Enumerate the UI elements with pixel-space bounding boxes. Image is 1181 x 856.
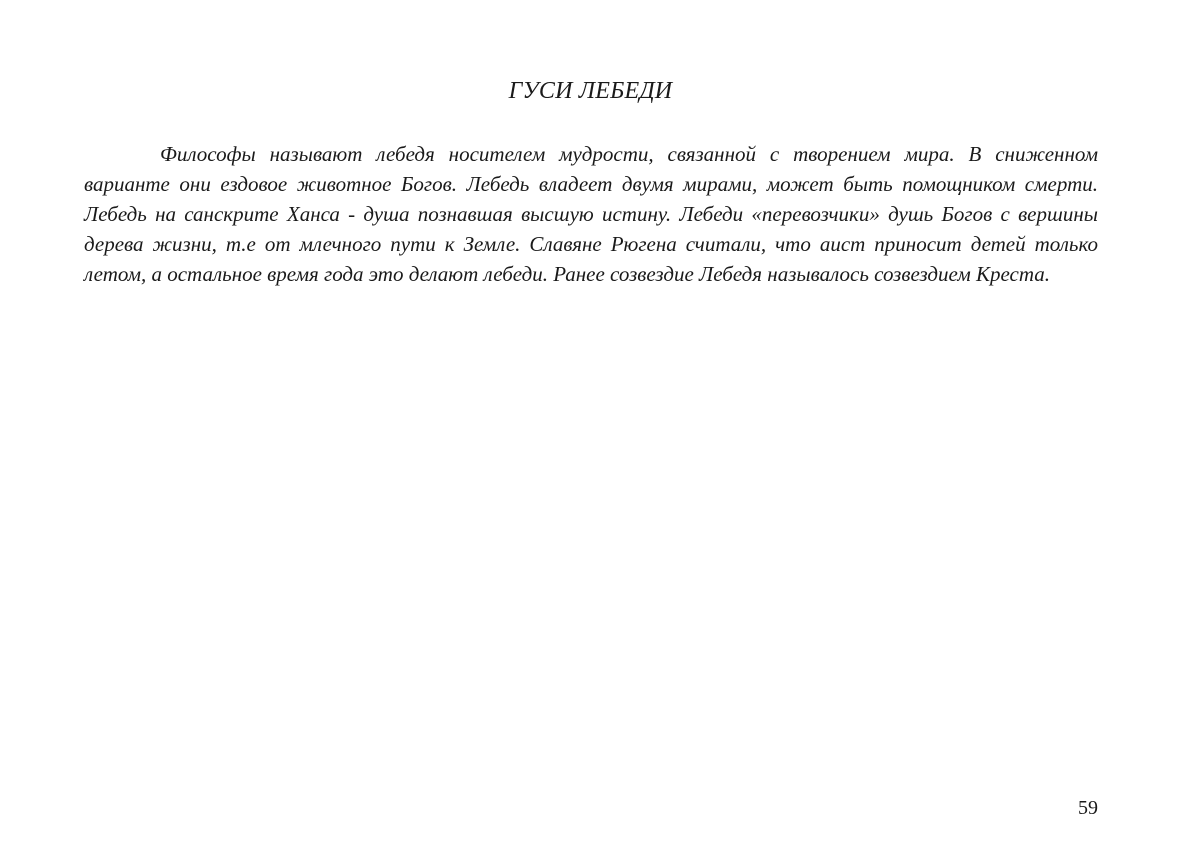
page-title: ГУСИ ЛЕБЕДИ <box>508 78 673 104</box>
body-paragraph: Философы называют лебедя носителем мудрости, связанной с творением мира. В сниженном варианте они ездовое животное Богов. Лебедь владеет двумя мирами, может быть помощником смерти. Лебедь на санскрите Ханса - душа познавшая высшую истину. Лебеди «перевозчики» душь Богов с вершины дерева жизни, т.е от млечного пути к Земле. Славяне Рюгена считали, что аист приносит детей только летом, а остальное время года это делают лебеди. Ранее созвездие Лебедя называлось созвездием Креста. <box>84 142 1098 286</box>
page-number: 59 <box>1078 797 1098 819</box>
